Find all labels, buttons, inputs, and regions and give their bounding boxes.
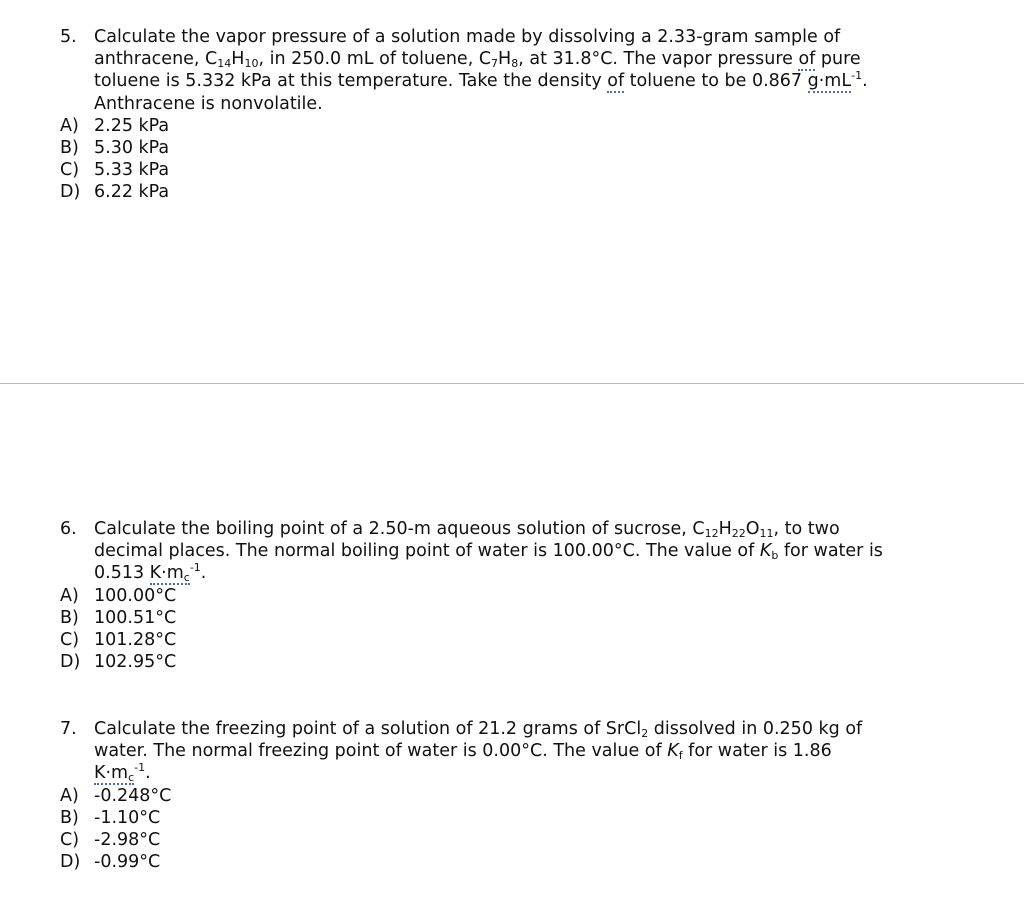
stem-text: for water is 1.86 xyxy=(682,741,832,762)
option-letter: C) xyxy=(60,160,80,181)
stem-text: , in 250.0 mL of toluene, C xyxy=(258,49,492,70)
answer-option-d[interactable] xyxy=(60,851,960,873)
option-text: 5.33 kPa xyxy=(94,160,170,181)
glossary-link-unit[interactable] xyxy=(94,763,134,785)
question-number: 7. xyxy=(60,719,77,739)
option-text: 100.00°C xyxy=(94,585,177,606)
stem-text: water. The normal freezing point of water is 0.00°C. The value of xyxy=(94,741,668,762)
answer-option-c[interactable] xyxy=(60,159,960,181)
option-letter: B) xyxy=(60,138,79,159)
option-text: -0.99°C xyxy=(94,852,161,873)
stem-text: anthracene, C xyxy=(94,49,218,70)
option-text: 102.95°C xyxy=(94,652,177,673)
stem-text: dissolved in 0.250 kg of xyxy=(648,719,863,739)
option-text: -0.248°C xyxy=(94,785,172,806)
stem-text: Calculate the boiling point of a 2.50-m aqueous solution of sucrose, C xyxy=(94,519,705,539)
option-letter: D) xyxy=(60,652,81,673)
option-text: -1.10°C xyxy=(94,807,161,828)
subscript: c xyxy=(128,771,135,785)
option-text: 6.22 kPa xyxy=(94,182,170,203)
stem-text: for water is xyxy=(778,541,883,562)
stem-text: Calculate the freezing point of a solution of 21.2 grams of SrCl xyxy=(94,719,642,739)
answer-option-b[interactable] xyxy=(60,137,960,159)
option-letter: A) xyxy=(60,115,79,136)
subscript: 7 xyxy=(491,57,499,71)
subscript: 8 xyxy=(511,57,519,71)
glossary-link-of[interactable]: of xyxy=(607,71,625,92)
glossary-link-unit[interactable] xyxy=(150,563,190,585)
option-letter: C) xyxy=(60,630,80,651)
stem-text: O xyxy=(745,519,760,539)
answer-option-a[interactable] xyxy=(60,115,960,137)
section-divider xyxy=(0,383,1024,384)
answer-option-b[interactable] xyxy=(60,607,960,629)
stem-text: . xyxy=(200,563,207,584)
option-letter: B) xyxy=(60,607,79,628)
question-stem xyxy=(94,718,960,785)
answer-option-a[interactable] xyxy=(60,585,960,607)
stem-text: 0.513 xyxy=(94,563,150,584)
question-5 xyxy=(60,26,960,204)
stem-text: decimal places. The normal boiling point of water is 100.00°C. The value of xyxy=(94,541,760,562)
option-letter: D) xyxy=(60,182,81,203)
stem-text: toluene is 5.332 kPa at this temperature. Take the density xyxy=(94,71,608,92)
stem-text: , at 31.8°C. The vapor pressure xyxy=(518,49,799,70)
subscript: 22 xyxy=(731,527,746,540)
stem-text: , to two xyxy=(773,519,840,539)
answer-option-d[interactable] xyxy=(60,651,960,673)
stem-text: H xyxy=(498,49,512,70)
stem-line: Calculate the vapor pressure of a solution made by dissolving a 2.33-gram sample of xyxy=(94,27,841,47)
answer-option-d[interactable] xyxy=(60,181,960,203)
answer-options xyxy=(60,585,960,674)
answer-option-a[interactable] xyxy=(60,785,960,807)
option-text: 2.25 kPa xyxy=(94,115,170,136)
unit-text: K·m xyxy=(94,763,129,784)
question-7 xyxy=(60,718,960,873)
stem-text: H xyxy=(718,519,732,539)
question-number: 5. xyxy=(60,27,77,47)
question-number: 6. xyxy=(60,519,77,539)
stem-text: . xyxy=(145,763,151,784)
option-letter: C) xyxy=(60,830,80,851)
subscript: 11 xyxy=(759,527,774,540)
answer-option-c[interactable] xyxy=(60,829,960,851)
superscript: -1 xyxy=(189,561,201,575)
answer-options xyxy=(60,115,960,204)
page-section-top xyxy=(0,0,1024,384)
subscript: c xyxy=(183,571,190,585)
option-letter: A) xyxy=(60,785,79,806)
option-text: 101.28°C xyxy=(94,630,177,651)
superscript: -1 xyxy=(851,69,863,83)
subscript: 14 xyxy=(217,57,232,71)
unit-text: K·m xyxy=(149,563,184,584)
stem-text: pure xyxy=(815,49,861,70)
subscript: 10 xyxy=(244,57,259,71)
option-text: -2.98°C xyxy=(94,830,161,851)
answer-options xyxy=(60,785,960,874)
constant-symbol: K xyxy=(667,741,679,762)
glossary-link-of[interactable]: of xyxy=(798,49,816,70)
subscript: f xyxy=(678,749,683,763)
stem-text: H xyxy=(231,49,245,70)
option-text: 5.30 kPa xyxy=(94,138,170,159)
question-stem xyxy=(94,518,960,585)
subscript: b xyxy=(771,549,779,563)
subscript: 12 xyxy=(704,527,719,540)
option-letter: B) xyxy=(60,807,79,828)
question-stem xyxy=(94,26,960,115)
stem-text: . xyxy=(862,71,868,92)
constant-symbol: K xyxy=(759,541,772,562)
subscript: 2 xyxy=(641,727,649,740)
glossary-link-unit[interactable]: g·mL xyxy=(807,71,852,92)
question-6 xyxy=(60,518,960,673)
page-section-bottom xyxy=(0,385,1024,899)
stem-text: toluene to be 0.867 xyxy=(624,71,808,92)
answer-option-b[interactable] xyxy=(60,807,960,829)
option-letter: D) xyxy=(60,852,81,873)
stem-line: Anthracene is nonvolatile. xyxy=(94,93,323,114)
answer-option-c[interactable] xyxy=(60,629,960,651)
superscript: -1 xyxy=(134,761,146,775)
option-letter: A) xyxy=(60,585,79,606)
option-text: 100.51°C xyxy=(94,607,177,628)
